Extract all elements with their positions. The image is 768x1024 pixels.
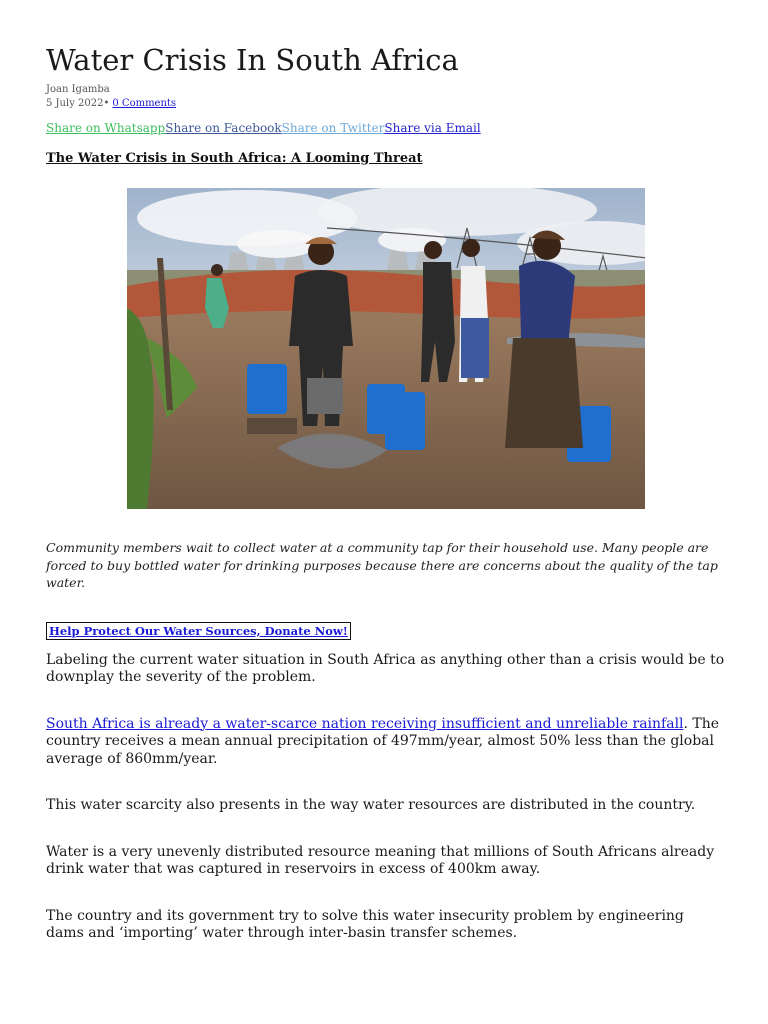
page-title: Water Crisis In South Africa <box>46 43 459 77</box>
share-email-link[interactable]: Share via Email <box>384 121 481 135</box>
comments-link[interactable]: 0 Comments <box>112 98 177 109</box>
post-info <box>46 97 726 111</box>
photo-caption: Community members wait to collect water at a community tap for their household use. Many people are forced to buy bottled water for drinking purposes because there are concerns about the quality of the tap water. <box>46 540 718 590</box>
share-whatsapp-link[interactable]: Share on Whatsapp <box>46 121 166 135</box>
paragraph-2 <box>46 716 726 769</box>
author-name: Joan Igamba <box>46 84 110 95</box>
article-meta <box>46 83 726 111</box>
meta-separator: • <box>103 98 110 109</box>
paragraph-3: This water scarcity also presents in the way water resources are distributed in the country. <box>46 797 696 813</box>
rainfall-link[interactable]: South Africa is already a water-scarce nation receiving insufficient and unreliable rainfall <box>46 715 684 732</box>
paragraph-4: Water is a very unevenly distributed resource meaning that millions of South Africans already drink water that was captured in reservoirs in excess of 400km away. <box>46 843 715 877</box>
paragraph-1: Labeling the current water situation in South Africa as anything other than a crisis would be to downplay the severity of the problem. <box>46 651 725 685</box>
article <box>46 40 726 943</box>
donate-button[interactable]: Help Protect Our Water Sources, Donate Now! <box>46 622 351 640</box>
post-date: 5 July 2022 <box>46 98 104 109</box>
paragraph-2-text: . The country receives a mean annual precipitation of 497mm/year, almost 50% less than the global average of 860mm/year. <box>46 715 720 767</box>
photo-container <box>46 188 726 509</box>
share-facebook-link[interactable]: Share on Facebook <box>165 121 282 135</box>
article-subheading: The Water Crisis in South Africa: A Looming Threat <box>46 151 423 166</box>
share-twitter-link[interactable]: Share on Twitter <box>281 121 385 135</box>
paragraph-5: The country and its government try to solve this water insecurity problem by engineering dams and ‘importing’ water through inter-basin transfer schemes. <box>46 907 684 941</box>
article-photo <box>127 188 645 509</box>
share-bar <box>46 120 726 136</box>
